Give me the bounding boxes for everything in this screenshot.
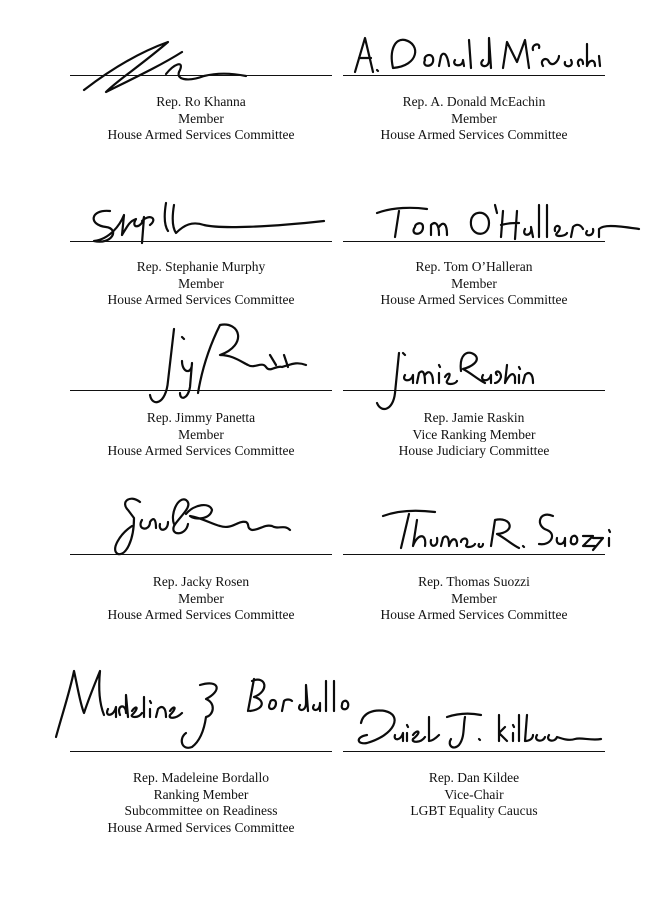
signatory-role: Ranking Member (153, 786, 249, 802)
signature-block-suozzi (343, 480, 605, 630)
signatory-role: Member (451, 590, 497, 606)
signatory-name: Rep. Dan Kildee (428, 770, 520, 785)
signature-block-panetta (70, 315, 332, 458)
signatory-name: Rep. Thomas Suozzi (418, 574, 530, 589)
signature-block-rosen (70, 480, 332, 630)
signatory-role: Member (178, 110, 224, 126)
signatory-committee: LGBT Equality Caucus (410, 803, 538, 818)
signature-block-khanna (70, 30, 332, 150)
signature-block-ohalleran (343, 195, 605, 315)
signature-block-mceachin (343, 30, 605, 150)
signature-block-bordallo (70, 655, 332, 845)
signature-block-raskin (343, 315, 605, 458)
signatory-committee: House Armed Services Committee (380, 292, 568, 307)
signatory-committee: Subcommittee on Readiness (124, 803, 278, 818)
signatory-name: Rep. Jimmy Panetta (146, 410, 256, 425)
signatory-name: Rep. Stephanie Murphy (136, 259, 266, 274)
signatory-role: Vice Ranking Member (412, 426, 536, 442)
signatory-committee: House Armed Services Committee (107, 292, 295, 307)
signatory-name: Rep. Jacky Rosen (152, 574, 250, 589)
signatory-name: Rep. Tom O’Halleran (415, 259, 533, 274)
signatory-committee-secondary: House Armed Services Committee (107, 819, 295, 835)
signature-block-murphy (70, 195, 332, 315)
signatory-committee: House Armed Services Committee (380, 127, 568, 142)
signatory-role: Member (451, 110, 497, 126)
signatory-committee: House Judiciary Committee (398, 443, 550, 458)
signatory-committee: House Armed Services Committee (107, 443, 295, 458)
signatory-committee: House Armed Services Committee (380, 607, 568, 622)
signatory-role: Member (178, 590, 224, 606)
signatory-name: Rep. Jamie Raskin (423, 410, 525, 425)
signatory-name: Rep. Madeleine Bordallo (132, 770, 270, 785)
signature-block-kildee (343, 655, 605, 845)
signatory-role: Vice-Chair (444, 786, 504, 802)
signatory-role: Member (451, 275, 497, 291)
signatory-committee: House Armed Services Committee (107, 607, 295, 622)
signatory-name: Rep. Ro Khanna (156, 94, 246, 109)
signatory-role: Member (178, 275, 224, 291)
signatory-role: Member (178, 426, 224, 442)
signatory-committee: House Armed Services Committee (107, 127, 295, 142)
signatory-name: Rep. A. Donald McEachin (402, 94, 546, 109)
